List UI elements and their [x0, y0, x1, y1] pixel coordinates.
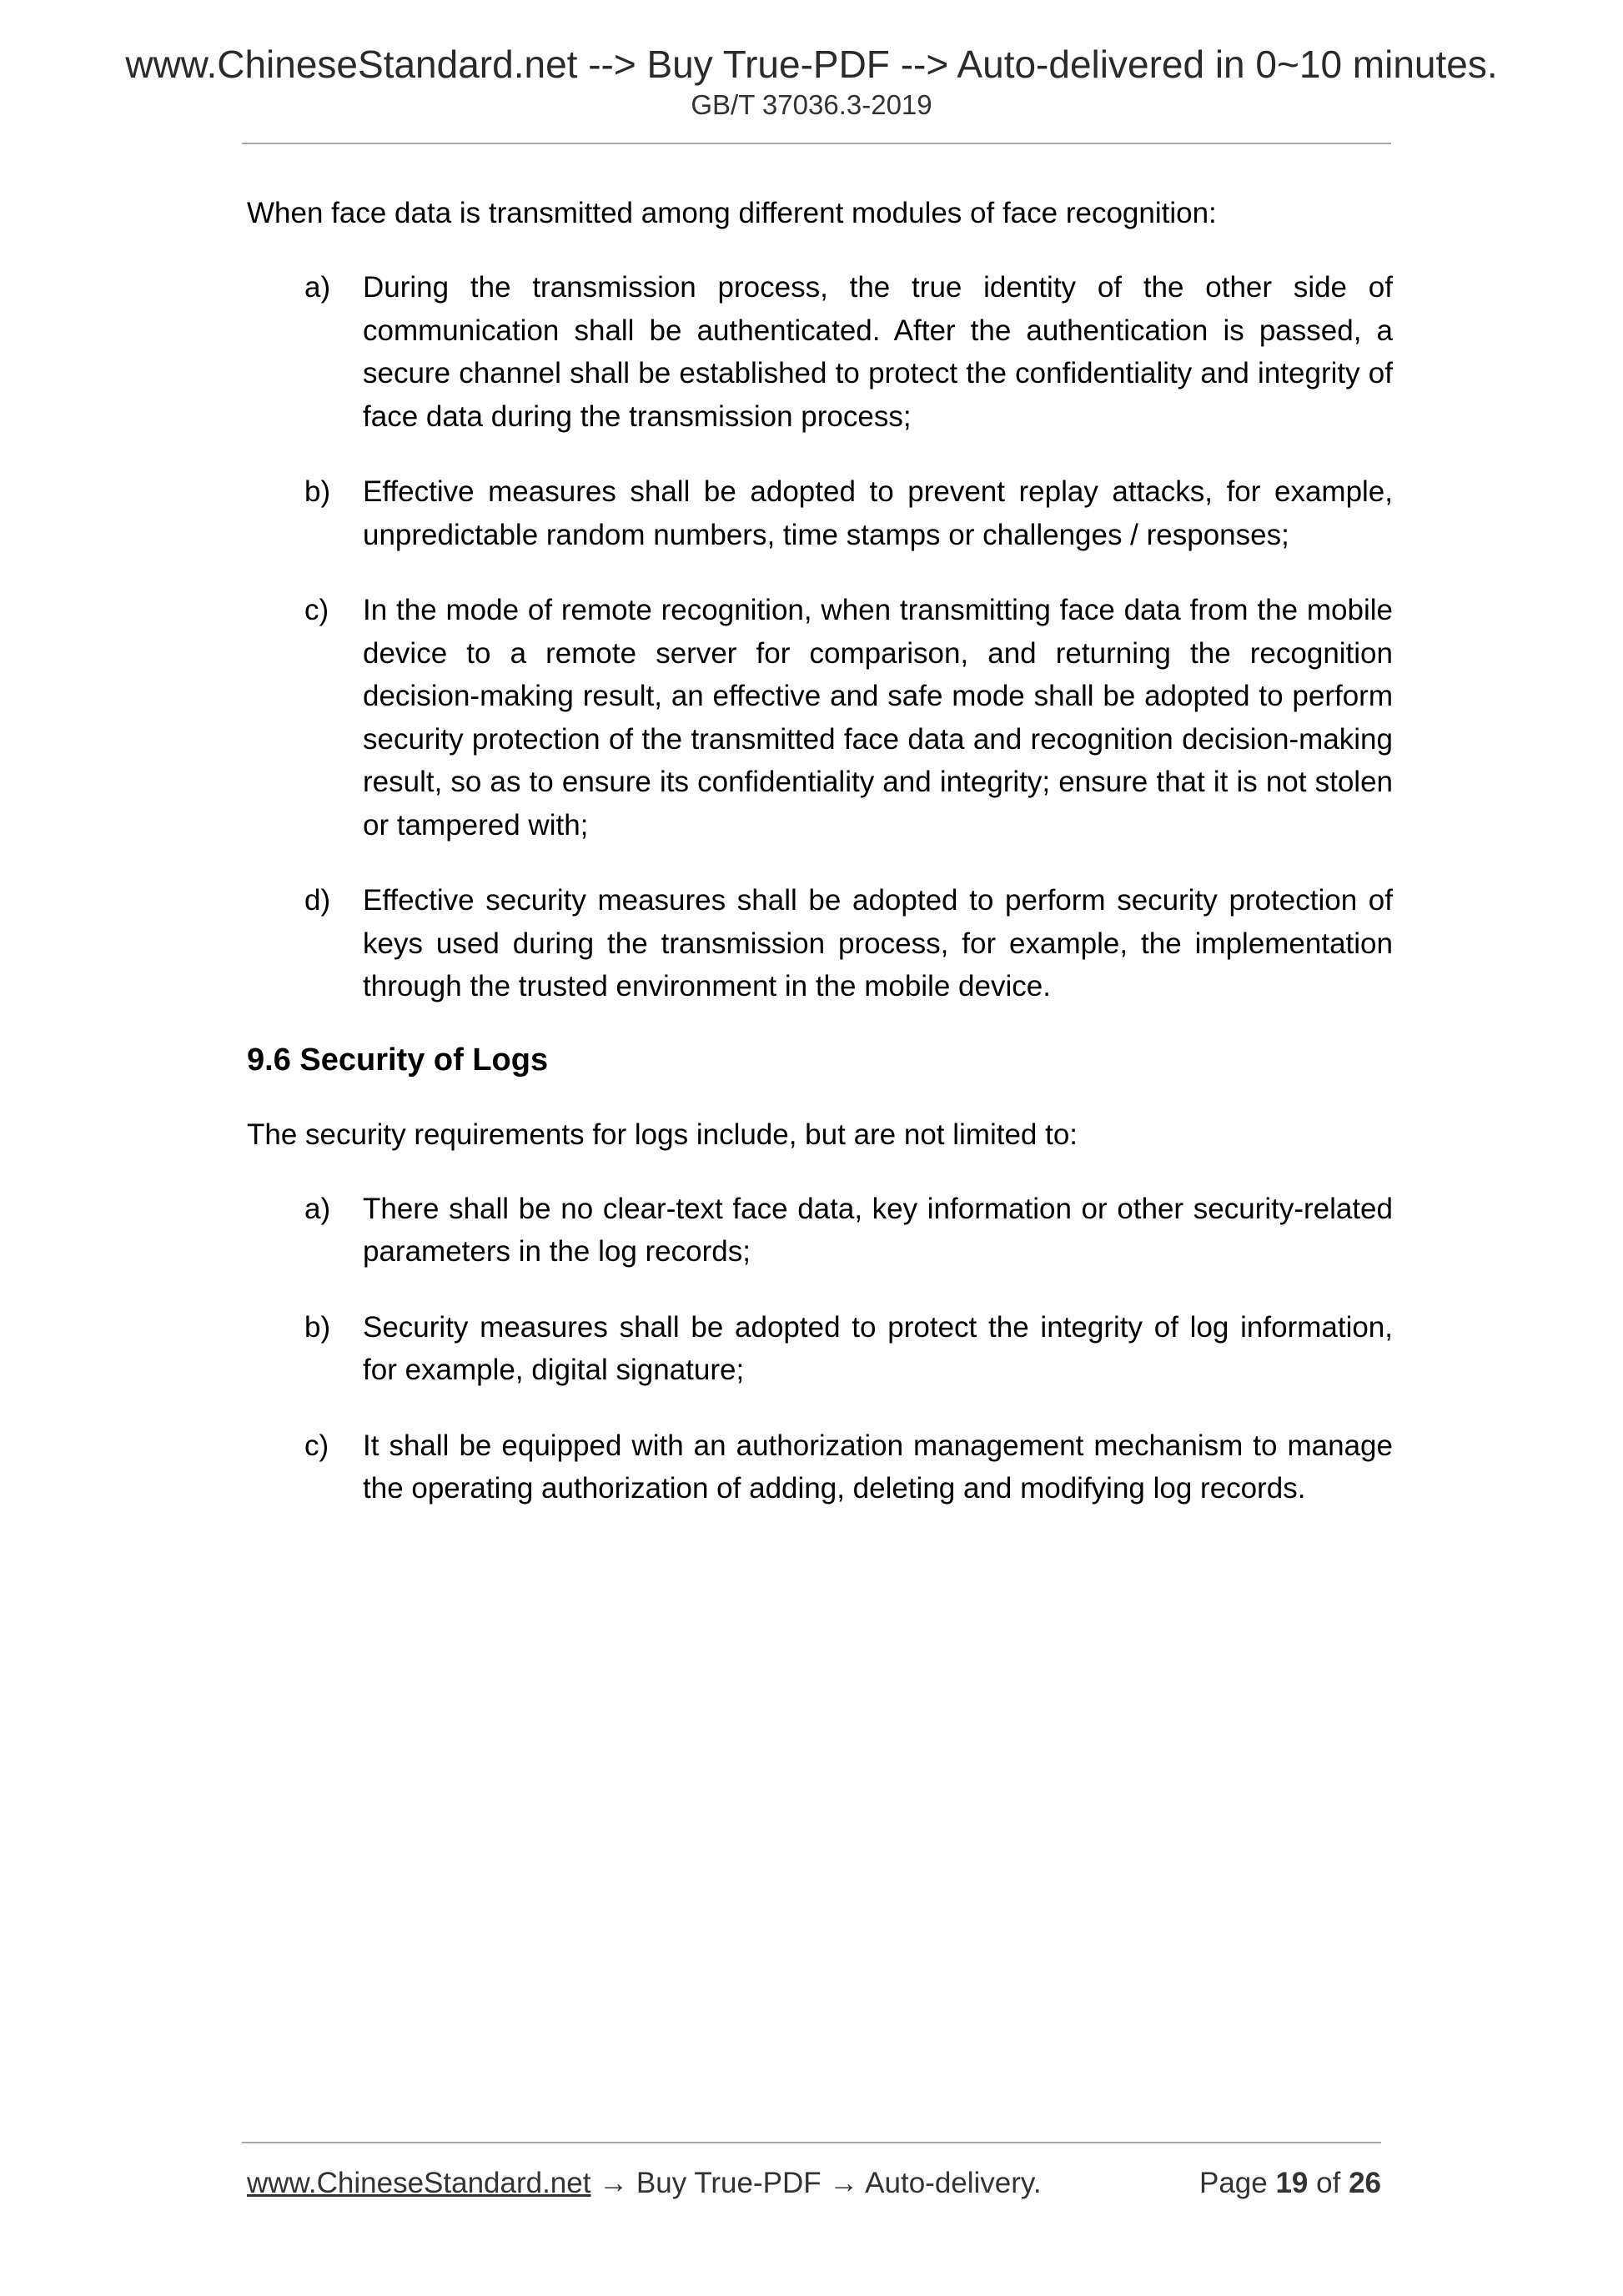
- list-item: [247, 879, 1393, 1008]
- list-item: [247, 1424, 1393, 1510]
- total-pages: 26: [1349, 2167, 1381, 2199]
- page-indicator: [1199, 2165, 1381, 2202]
- footer-website-link[interactable]: www.ChineseStandard.net: [247, 2167, 591, 2199]
- list-item-text: Effective measures shall be adopted to prevent replay attacks, for example, unpredictable random numbers, time stamps or challenges / responses;: [363, 475, 1393, 551]
- top-banner: www.ChineseStandard.net --> Buy True-PDF --> Auto-delivered in 0~10 minutes.: [125, 43, 1498, 86]
- list-item-text: In the mode of remote recognition, when transmitting face data from the mobile device to a remote server for comparison, and returning the recognition decision-making result, an effective and safe mode shall be adopted to perform security protection of the transmitted face data and recognition decision-making result, so as to ensure its confidentiality and integrity; ensure that it is not stolen or tampered with;: [363, 594, 1393, 842]
- list-marker: b): [304, 475, 331, 508]
- list-item-text: Effective security measures shall be adopted to perform security protection of keys used during the transmission process, for example, the implementation through the trusted environment in the mobile device.: [363, 884, 1393, 1002]
- list-marker: a): [304, 271, 331, 304]
- transmission-intro: When face data is transmitted among different modules of face recognition:: [247, 197, 1217, 229]
- list-item: [247, 266, 1393, 438]
- page-number: 19: [1275, 2167, 1309, 2199]
- logs-list: [247, 1188, 1393, 1510]
- list-item-text: It shall be equipped with an authorization management mechanism to manage the operating authorization of adding, deleting and modifying log records.: [363, 1429, 1393, 1505]
- list-item: [247, 1188, 1393, 1274]
- page-label: Page: [1198, 2167, 1268, 2199]
- document-code: GB/T 37036.3-2019: [691, 89, 932, 120]
- of-label: of: [1316, 2167, 1341, 2199]
- footer-tagline: → Buy True-PDF → Auto-delivery.: [590, 2167, 1042, 2199]
- logs-intro: The security requirements for logs include, but are not limited to:: [247, 1118, 1078, 1151]
- list-marker: b): [304, 1310, 331, 1344]
- list-item: [247, 470, 1393, 556]
- section-heading: 9.6 Security of Logs: [247, 1042, 549, 1078]
- list-marker: d): [304, 884, 331, 917]
- list-item-text: During the transmission process, the true identity of the other side of communication shall be authenticated. After the authentication is passed, a secure channel shall be established to protect the confidentiality and integrity of face data during the transmission process;: [363, 271, 1393, 433]
- page-content: [247, 192, 1393, 1510]
- footer-promo: [247, 2165, 1042, 2202]
- list-marker: a): [304, 1192, 331, 1225]
- list-item-text: Security measures shall be adopted to protect the integrity of log information, for example, digital signature;: [363, 1310, 1393, 1386]
- list-marker: c): [304, 594, 329, 626]
- list-item: [247, 1306, 1393, 1392]
- transmission-list: [247, 266, 1393, 1008]
- list-item: [247, 589, 1393, 847]
- footer-divider: [242, 2142, 1381, 2143]
- header-divider: [242, 143, 1391, 144]
- list-item-text: There shall be no clear-text face data, key information or other security-related parameters in the log records;: [363, 1192, 1393, 1268]
- list-marker: c): [304, 1429, 329, 1462]
